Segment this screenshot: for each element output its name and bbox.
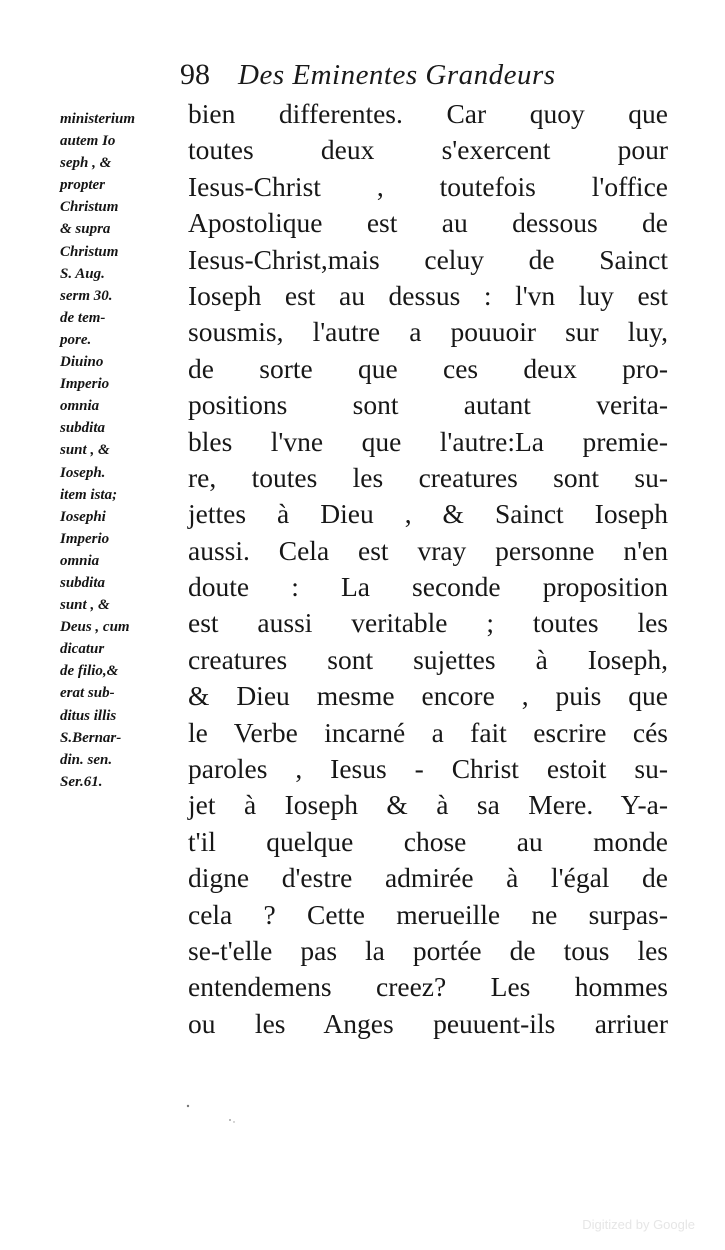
text-line: le Verbe incarné a fait escrire cés — [188, 716, 668, 748]
margin-note-line: serm 30. — [60, 287, 113, 304]
text-line: digne d'estre admirée à l'égal de — [188, 862, 668, 894]
margin-note-line: omnia — [60, 552, 100, 569]
margin-note-line: din. sen. — [60, 751, 113, 768]
margin-note-line: item ista; — [60, 486, 118, 503]
text-line: paroles , Iesus - Christ estoit su- — [188, 753, 668, 785]
text-line: & Dieu mesme encore , puis que — [188, 680, 668, 712]
margin-note-line: Diuino — [60, 354, 104, 371]
margin-note-line: erat sub- — [60, 685, 115, 702]
margin-note-line: de filio,& — [60, 663, 119, 680]
margin-note-line: dicatur — [60, 641, 105, 658]
text-line: Ioseph est au dessus : l'vn luy est — [188, 279, 668, 311]
margin-note-line: S.Bernar- — [60, 729, 122, 746]
margin-note-line: pore. — [60, 331, 92, 348]
margin-note-line: sunt , & — [60, 597, 110, 614]
text-line: aussi. Cela est vray personne n'en — [188, 534, 668, 566]
watermark: Digitized by Google — [582, 1217, 695, 1232]
margin-note-line: Ioseph. — [60, 464, 106, 481]
margin-note-line: ditus illis — [60, 707, 117, 724]
body-text — [188, 96, 668, 1042]
margin-note-line: Christum — [60, 243, 119, 260]
text-line: cela ? Cette merueille ne surpas- — [188, 898, 668, 930]
text-line: jet à Ioseph & à sa Mere. Y-a- — [188, 789, 668, 821]
margin-note-line: propter — [60, 177, 105, 194]
text-line: re, toutes les creatures sont su- — [188, 461, 668, 493]
text-line: creatures sont sujettes à Ioseph, — [188, 643, 668, 675]
margin-note-line: Imperio — [60, 376, 110, 393]
text-line: sousmis, l'autre a pouuoir sur luy, — [188, 316, 668, 348]
margin-note-line: Iosephi — [60, 508, 106, 525]
text-line: doute : La seconde proposition — [188, 571, 668, 603]
running-title: Des Eminentes Grandeurs — [238, 59, 556, 91]
page-number: 98 — [180, 58, 210, 91]
margin-note-line: Ser.61. — [60, 773, 103, 790]
text-line: se-t'elle pas la portée de tous les — [188, 934, 668, 966]
running-head — [180, 58, 556, 98]
text-line: bles l'vne que l'autre:La premie- — [188, 425, 668, 457]
text-line: de sorte que ces deux pro- — [188, 352, 668, 384]
text-line: Iesus-Christ , toutefois l'office — [188, 170, 668, 202]
margin-note-line: seph , & — [60, 155, 112, 172]
margin-note-line: Imperio — [60, 530, 110, 547]
margin-note-line: subdita — [60, 574, 106, 591]
margin-note-line: autem Io — [60, 133, 116, 150]
ink-specks — [180, 1100, 260, 1130]
margin-note-line: omnia — [60, 398, 100, 415]
text-line: bien differentes. Car quoy que — [188, 98, 668, 129]
margin-note-line: S. Aug. — [60, 265, 105, 282]
text-line: est aussi veritable ; toutes les — [188, 607, 668, 639]
margin-notes — [60, 108, 190, 793]
margin-note-line: ministerium — [60, 111, 136, 127]
text-line: ou les Anges peuuent-ils arriuer — [188, 1007, 668, 1039]
text-line: positions sont autant verita- — [188, 389, 668, 421]
margin-note-line: Deus , cum — [60, 619, 130, 636]
text-line: t'il quelque chose au monde — [188, 825, 668, 857]
text-line: toutes deux s'exercent pour — [188, 134, 668, 166]
text-line: Iesus-Christ,mais celuy de Sainct — [188, 243, 668, 275]
margin-note-line: de tem- — [60, 309, 106, 326]
margin-note-line: & supra — [60, 221, 111, 238]
text-line: Apostolique est au dessous de — [188, 207, 668, 239]
text-line: jettes à Dieu , & Sainct Ioseph — [188, 498, 668, 530]
text-line: entendemens creez? Les hommes — [188, 971, 668, 1003]
margin-note-line: sunt , & — [60, 442, 110, 459]
margin-note-line: subdita — [60, 420, 106, 437]
margin-note-line: Christum — [60, 199, 119, 216]
